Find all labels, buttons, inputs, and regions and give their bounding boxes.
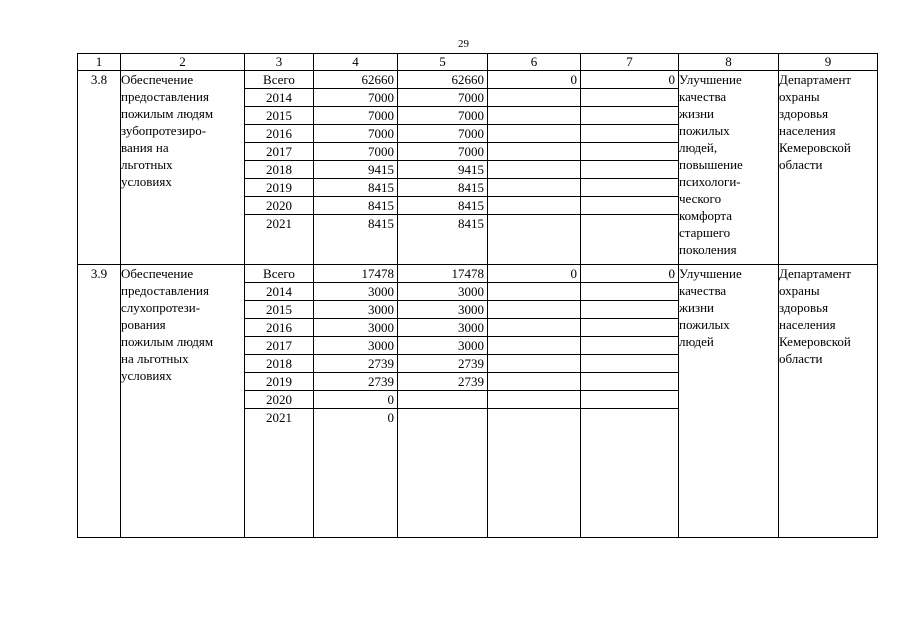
col7-values-cell [581,197,678,215]
expected-result-line: качества [679,89,727,104]
col4-values-cell: 9415 [314,161,397,179]
year-column-cell: 2014 [245,89,313,107]
col6-values-cell [488,143,580,161]
col6-values-cell [488,355,580,373]
expected-result-line: качества [679,283,727,298]
col6-values-cell [488,373,580,391]
col4-values-cell: 62660 [314,71,397,89]
header-cell: 9 [779,54,878,71]
col7-values-cell [581,89,678,107]
col4-values-cell: 8415 [368,216,394,231]
measure-name-line: Обеспечение [121,72,194,87]
year-column-cell: 2014 [245,283,313,301]
col4-values-cell: 0 [387,410,394,425]
executor-line: Департамент [779,72,852,87]
col6-values-cell [488,215,580,233]
col7-values-cell [581,107,678,125]
executor-line: здоровья [779,106,829,121]
col6-values-cell [488,125,580,143]
col5-values-cell: 7000 [398,107,487,125]
col7-values-cell [581,319,678,337]
executor-line: населения [779,317,836,332]
col5-values [398,71,488,265]
measure-name-line: рования [121,317,166,332]
executor-line: населения [779,123,836,138]
col6-values [488,71,581,265]
executor-line: области [779,351,823,366]
measure-name-line: слухопротези- [121,300,201,315]
expected-result-line: старшего [679,225,731,240]
col7-values-cell [581,179,678,197]
col7-values [581,265,679,538]
measure-name-line: вания на [121,140,169,155]
table-body [78,54,878,538]
col5-values-cell: 3000 [398,283,487,301]
col5-values-cell: 17478 [398,265,487,283]
col4-values-cell: 3000 [314,301,397,319]
program-table [77,53,878,538]
measure-name [121,71,245,265]
col4-values-cell: 3000 [314,337,397,355]
executor-line: охраны [779,89,820,104]
year-column-cell: 2016 [245,125,313,143]
year-column-cell: 2021 [266,216,292,231]
col4-values-cell: 7000 [314,107,397,125]
col6-values-cell [488,391,580,409]
col5-values-cell [398,409,487,427]
measure-name-line: льготных [121,157,173,172]
col6-values [488,265,581,538]
col5-values-cell: 3000 [398,337,487,355]
col5-values-cell: 8415 [398,197,487,215]
year-column-cell: 2019 [245,373,313,391]
col4-values-cell: 3000 [314,319,397,337]
col4-values-cell: 7000 [314,125,397,143]
col5-values-cell: 3000 [398,319,487,337]
col5-values-cell: 9415 [398,161,487,179]
expected-result-line: повышение [679,157,743,172]
year-column-cell: 2019 [245,179,313,197]
col5-values-cell: 3000 [398,301,487,319]
executor [779,265,878,538]
year-column-cell: 2018 [245,355,313,373]
year-column-cell: 2020 [245,197,313,215]
col6-values-cell [488,283,580,301]
col4-values-cell: 3000 [314,283,397,301]
header-row [78,54,878,71]
executor-line: охраны [779,283,820,298]
measure-name-line: предоставления [121,89,209,104]
expected-result-line: пожилых [679,317,730,332]
measure-name [121,265,245,538]
col5-values-cell: 7000 [398,125,487,143]
col4-values [314,71,398,265]
col6-values-cell: 0 [488,265,580,283]
col4-values-cell: 7000 [314,143,397,161]
executor-line: здоровья [779,300,829,315]
col4-values-cell: 2739 [314,355,397,373]
measure-name-line: предоставления [121,283,209,298]
col6-values-cell [488,89,580,107]
table-row [78,71,878,265]
year-column-cell: 2015 [245,107,313,125]
expected-result [679,265,779,538]
col7-values-cell: 0 [581,265,678,283]
measure-name-line: на льготных [121,351,189,366]
col6-values-cell [488,107,580,125]
col5-values-cell [398,391,487,409]
year-column-cell: 2018 [245,161,313,179]
col6-values-cell [488,409,580,427]
executor-line: области [779,157,823,172]
expected-result [679,71,779,265]
expected-result-line: пожилых [679,123,730,138]
page-number: 29 [458,38,469,50]
col4-values-cell: 8415 [314,179,397,197]
col6-values-cell [488,301,580,319]
header-cell: 3 [245,54,314,71]
col6-values-cell [488,179,580,197]
executor [779,71,878,265]
year-column-cell: Всего [245,71,313,89]
item-number: 3.8 [78,71,121,265]
col5-values [398,265,488,538]
expected-result-line: жизни [679,300,714,315]
col5-values-cell: 2739 [398,355,487,373]
col4-values [314,265,398,538]
expected-result-line: людей, [679,140,718,155]
col7-values-cell [581,143,678,161]
header-cell: 4 [314,54,398,71]
col6-values-cell: 0 [488,71,580,89]
measure-name-line: пожилым людям [121,334,214,349]
col7-values [581,71,679,265]
col7-values-cell [581,283,678,301]
measure-name-line: условиях [121,368,172,383]
header-cell: 8 [679,54,779,71]
header-cell: 7 [581,54,679,71]
col7-values-cell [581,337,678,355]
col7-values-cell [581,161,678,179]
header-cell: 6 [488,54,581,71]
col4-values-cell: 8415 [314,197,397,215]
col5-values-cell: 8415 [458,216,484,231]
col4-values-cell: 2739 [314,373,397,391]
col7-values-cell [581,301,678,319]
expected-result-line: поколения [679,242,737,257]
year-column [245,265,314,538]
col5-values-cell: 7000 [398,89,487,107]
table-row [78,265,878,538]
col4-values-cell: 7000 [314,89,397,107]
measure-name-line: зубопротезиро- [121,123,207,138]
executor-line: Кемеровской [779,140,851,155]
year-column-cell: 2016 [245,319,313,337]
col5-values-cell: 8415 [398,179,487,197]
col4-values-cell: 0 [314,391,397,409]
measure-name-line: условиях [121,174,172,189]
col7-values-cell: 0 [581,71,678,89]
col4-values-cell: 17478 [314,265,397,283]
year-column-cell: Всего [245,265,313,283]
expected-result-line: психологи- [679,174,741,189]
year-column-cell: 2021 [266,410,292,425]
col7-values-cell [581,125,678,143]
col6-values-cell [488,161,580,179]
executor-line: Департамент [779,266,852,281]
col7-values-cell [581,215,678,233]
col7-values-cell [581,391,678,409]
header-cell: 5 [398,54,488,71]
year-column-cell: 2015 [245,301,313,319]
col5-values-cell: 7000 [398,143,487,161]
header-cell: 2 [121,54,245,71]
expected-result-line: Улучшение [679,266,742,281]
year-column-cell: 2020 [245,391,313,409]
year-column-cell: 2017 [245,337,313,355]
year-column-cell: 2017 [245,143,313,161]
expected-result-line: комфорта [679,208,732,223]
expected-result-line: жизни [679,106,714,121]
col7-values-cell [581,355,678,373]
col5-values-cell: 62660 [398,71,487,89]
expected-result-line: людей [679,334,714,349]
col7-values-cell [581,409,678,427]
measure-name-line: пожилым людям [121,106,214,121]
expected-result-line: Улучшение [679,72,742,87]
col6-values-cell [488,319,580,337]
col6-values-cell [488,337,580,355]
col6-values-cell [488,197,580,215]
col5-values-cell: 2739 [398,373,487,391]
col7-values-cell [581,373,678,391]
header-cell: 1 [78,54,121,71]
measure-name-line: Обеспечение [121,266,194,281]
year-column [245,71,314,265]
item-number: 3.9 [78,265,121,538]
executor-line: Кемеровской [779,334,851,349]
expected-result-line: ческого [679,191,722,206]
